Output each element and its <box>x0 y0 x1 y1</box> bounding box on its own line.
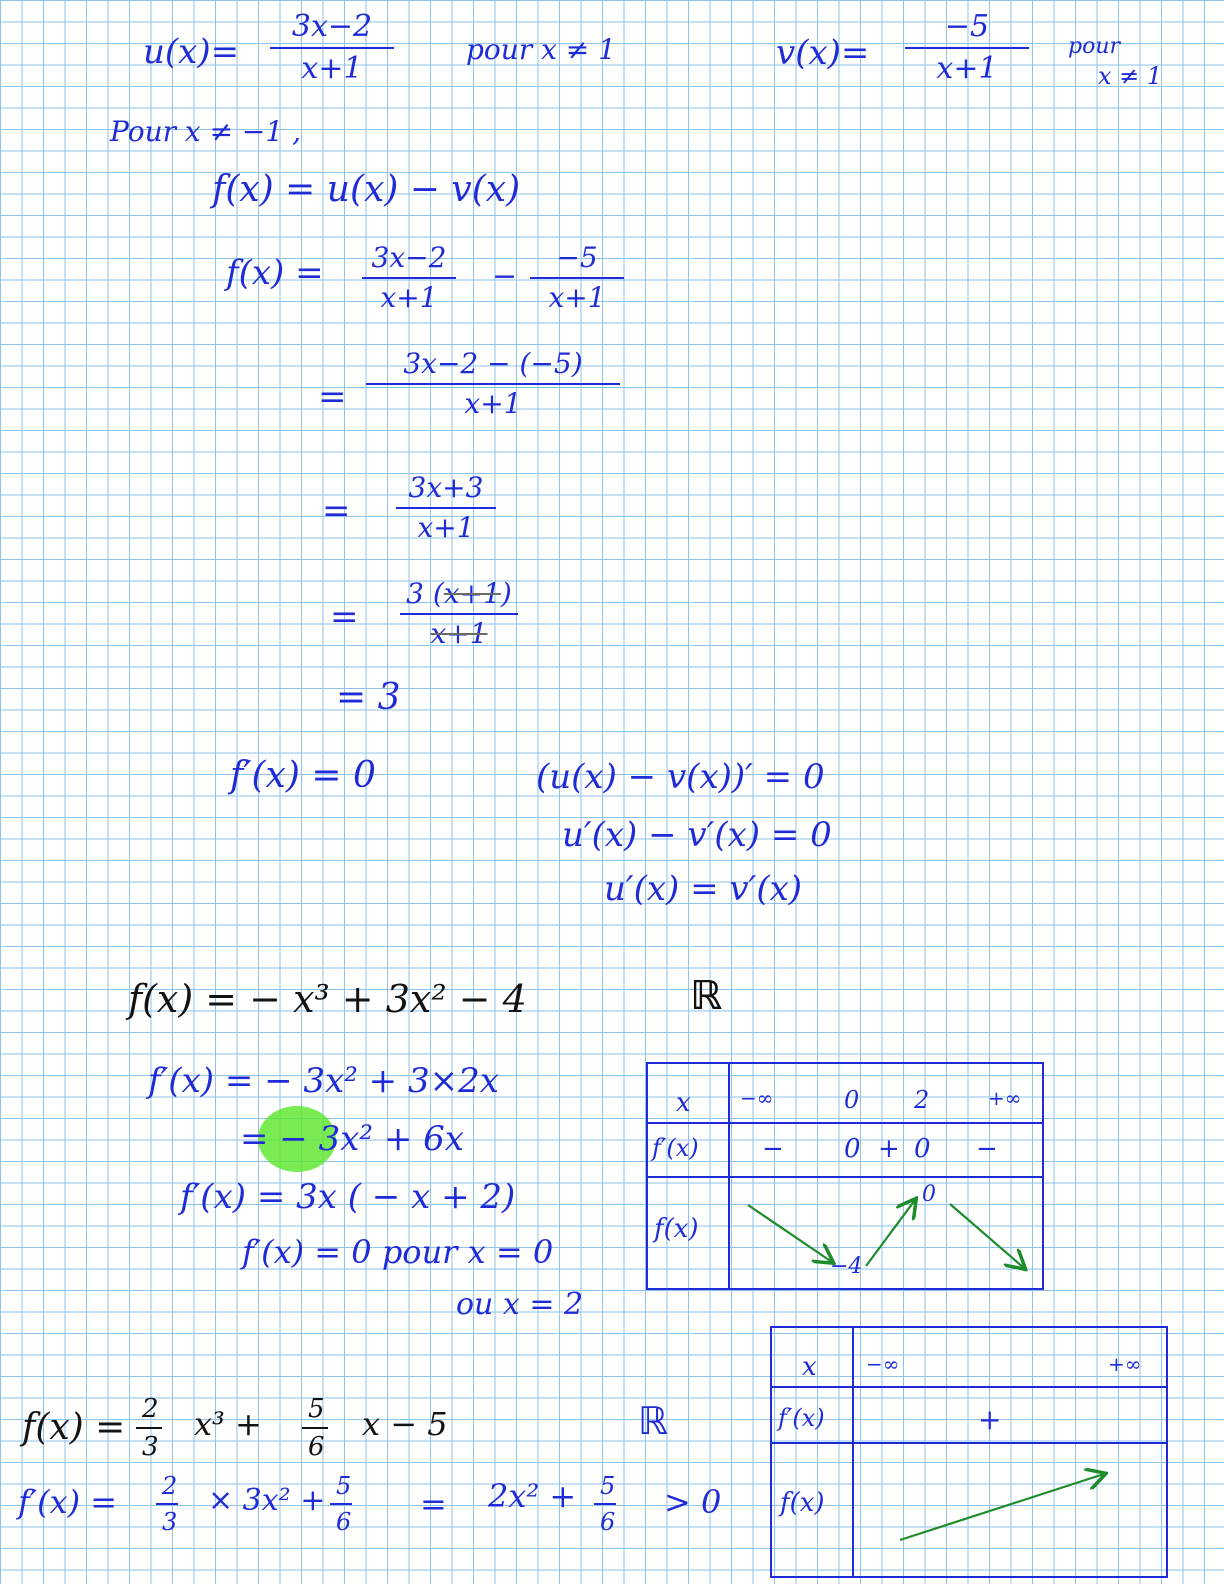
ex3-term-x: x − 5 <box>362 1405 448 1443</box>
t1-f-max: 0 <box>922 1182 936 1207</box>
t1-x-value: −∞ <box>740 1086 774 1110</box>
t1-fprime-label: f′(x) <box>652 1134 699 1162</box>
t2-x-plus-inf: +∞ <box>1108 1352 1142 1376</box>
numerator: 3x−2 <box>371 241 447 274</box>
f-definition: f(x) = u(x) − v(x) <box>212 169 521 210</box>
t1-x-value: 0 <box>844 1086 860 1114</box>
ex2-derivative: f′(x) = − 3x² + 3×2x <box>148 1061 499 1101</box>
equals-sign: = <box>330 597 359 637</box>
decreasing-arrow-2 <box>950 1204 1024 1268</box>
denominator: 3 <box>162 1508 178 1536</box>
denominator: x+1 <box>464 387 522 420</box>
v-condition-word: pour <box>1068 34 1121 59</box>
v-numerator: −5 <box>944 9 990 44</box>
result-equals-3: = 3 <box>336 677 401 718</box>
ex2-domain: ℝ <box>690 973 723 1019</box>
derivative-difference: (u(x) − v(x))′ = 0 <box>536 757 825 797</box>
numerator: 3x+3 <box>408 471 484 504</box>
numerator: 5 <box>336 1472 352 1500</box>
t1-sign: + <box>878 1134 900 1164</box>
denominator: x+1 <box>548 281 606 314</box>
ex3-d-term: × 3x² + <box>208 1483 326 1518</box>
ex3-positive: > 0 <box>664 1483 722 1521</box>
t2-fprime-label: f′(x) <box>778 1404 825 1432</box>
decreasing-arrow-1 <box>748 1205 832 1262</box>
ex2-roots-or: ou x = 2 <box>456 1287 584 1322</box>
numerator: 5 <box>308 1394 325 1424</box>
minus-sign: − <box>492 259 518 294</box>
increasing-arrow <box>866 1200 915 1266</box>
denominator: x+1 <box>380 281 438 314</box>
ex3-d-simplified: 2x² + <box>488 1477 577 1515</box>
increasing-arrow-2 <box>900 1474 1104 1540</box>
equals-sign: = <box>318 377 347 417</box>
numerator: −5 <box>556 241 598 274</box>
ex3-derivative-lhs: f′(x) = <box>18 1483 118 1521</box>
v-definition-lhs: v(x)= <box>776 33 870 73</box>
t2-x-minus-inf: −∞ <box>866 1352 900 1376</box>
denominator: 6 <box>600 1508 616 1536</box>
t1-sign: − <box>976 1134 998 1164</box>
ex2-derivative-simplified: = − 3x² + 6x <box>240 1119 464 1159</box>
t1-sign: − <box>762 1134 784 1164</box>
cancelled-factor: x+1 <box>443 577 501 610</box>
ex3-equals: = <box>420 1485 447 1523</box>
factor-3: 3 ( <box>406 577 444 610</box>
derivative-split: u′(x) − v′(x) = 0 <box>562 815 832 855</box>
t2-sign: + <box>978 1403 1002 1436</box>
t1-x-value: +∞ <box>988 1086 1022 1110</box>
t2-f-label: f(x) <box>780 1488 825 1518</box>
ex2-function: f(x) = − x³ + 3x² − 4 <box>128 977 527 1021</box>
t1-x-label: x <box>676 1088 691 1118</box>
t1-f-label: f(x) <box>654 1214 699 1244</box>
ex3-domain: ℝ <box>638 1399 669 1443</box>
numerator: 5 <box>600 1472 616 1500</box>
ex2-derivative-factored: f′(x) = 3x ( − x + 2) <box>180 1177 516 1217</box>
numerator: 2 <box>162 1472 178 1500</box>
u-definition-lhs: u(x)= <box>143 32 240 72</box>
derivative-equal: u′(x) = v′(x) <box>604 869 803 909</box>
denominator: 6 <box>308 1432 325 1462</box>
denominator: x+1 <box>417 511 475 544</box>
ex3-f-lhs: f(x) = <box>22 1407 126 1448</box>
numerator: 3x−2 − (−5) <box>403 347 583 380</box>
ex3-term-x3: x³ + <box>194 1405 262 1443</box>
equals-sign: = <box>322 491 351 531</box>
domain-condition: Pour x ≠ −1 , <box>110 115 302 148</box>
f-step2-lhs: f(x) = <box>226 253 324 293</box>
cancelled-denominator: x+1 <box>430 617 488 650</box>
v-denominator: x+1 <box>936 51 998 86</box>
t1-sign: 0 <box>914 1134 931 1164</box>
t1-x-value: 2 <box>914 1086 930 1114</box>
u-condition: pour x ≠ 1 <box>466 33 616 66</box>
u-denominator: x+1 <box>301 51 363 86</box>
denominator: 3 <box>142 1432 159 1462</box>
closing-paren: ) <box>500 577 512 610</box>
derivative-zero: f′(x) = 0 <box>230 755 376 796</box>
v-condition: x ≠ 1 <box>1098 62 1163 90</box>
numerator: 2 <box>142 1394 159 1424</box>
ex2-roots: f′(x) = 0 pour x = 0 <box>242 1233 554 1271</box>
t2-x-label: x <box>802 1352 817 1382</box>
t1-f-min: −4 <box>830 1254 863 1279</box>
denominator: 6 <box>336 1508 352 1536</box>
t1-sign: 0 <box>844 1134 861 1164</box>
u-numerator: 3x−2 <box>291 9 373 44</box>
